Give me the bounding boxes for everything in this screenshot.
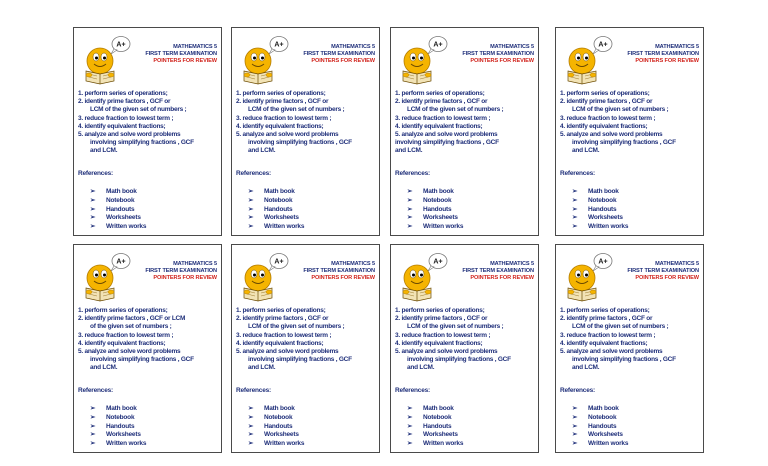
- exam-title: FIRST TERM EXAMINATION: [303, 51, 375, 58]
- objective-line: 4. identify equivalent fractions;: [78, 339, 166, 347]
- reference-item: [407, 197, 463, 206]
- arrow-bullet-icon: ➢: [572, 205, 578, 213]
- reference-item: [90, 206, 146, 215]
- objective-line: 5. analyze and solve word problems: [78, 131, 181, 139]
- objective-line: involving simplifying fractions , GCF: [407, 356, 511, 364]
- grade-badge: A+: [598, 41, 608, 49]
- objective-line: 5. analyze and solve word problems: [395, 348, 498, 356]
- arrow-bullet-icon: ➢: [572, 413, 578, 421]
- subject-title: MATHEMATICS 5: [490, 44, 534, 50]
- arrow-bullet-icon: ➢: [90, 413, 96, 421]
- reference-text: Handouts: [588, 422, 617, 430]
- references-label: References:: [78, 170, 114, 177]
- review-card-7: [390, 244, 539, 453]
- references-list: [572, 188, 628, 232]
- objective-line: and LCM.: [90, 147, 118, 155]
- pointers-title: POINTERS FOR REVIEW: [635, 275, 699, 282]
- arrow-bullet-icon: ➢: [407, 431, 413, 439]
- reference-item: [90, 214, 146, 223]
- reference-text: Math book: [423, 405, 454, 412]
- objective-line: 4. identify equivalent fractions;: [236, 339, 324, 347]
- objectives-list: [78, 90, 220, 156]
- objective-line: 1. perform series of operations;: [395, 90, 485, 97]
- pointers-title: POINTERS FOR REVIEW: [311, 275, 375, 282]
- student-emoji-icon: [81, 252, 131, 302]
- review-card-8: [555, 244, 704, 453]
- reference-item: [572, 197, 628, 206]
- exam-title: FIRST TERM EXAMINATION: [462, 51, 534, 58]
- reference-text: Math book: [588, 405, 619, 412]
- objective-line: 4. identify equivalent fractions;: [560, 122, 648, 130]
- reference-text: Notebook: [264, 413, 293, 421]
- arrow-bullet-icon: ➢: [90, 405, 96, 412]
- reference-item: [90, 440, 146, 449]
- arrow-bullet-icon: ➢: [90, 214, 96, 222]
- exam-title: FIRST TERM EXAMINATION: [627, 268, 699, 275]
- reference-item: [90, 423, 146, 432]
- arrow-bullet-icon: ➢: [572, 214, 578, 222]
- objective-line: involving simplifying fractions , GCF: [572, 356, 676, 364]
- reference-item: [407, 214, 463, 223]
- reference-text: Math book: [264, 188, 295, 195]
- reference-text: Worksheets: [106, 431, 141, 439]
- objective-line: of the given set of numbers ;: [90, 323, 172, 331]
- objective-line: 2. identify prime factors , GCF or: [560, 315, 653, 323]
- objectives-list: [395, 90, 537, 156]
- objective-line: 5. analyze and solve word problems: [78, 348, 181, 356]
- arrow-bullet-icon: ➢: [572, 431, 578, 439]
- arrow-bullet-icon: ➢: [407, 422, 413, 430]
- objective-line: 3. reduce fraction to lowest term ;: [78, 114, 174, 122]
- arrow-bullet-icon: ➢: [572, 223, 578, 231]
- objective-line: LCM of the given set of numbers ;: [572, 106, 669, 114]
- subject-title: MATHEMATICS 5: [331, 261, 375, 267]
- references-list: [248, 405, 304, 449]
- card-header: [627, 261, 699, 283]
- reference-text: Math book: [106, 405, 137, 412]
- subject-title: MATHEMATICS 5: [173, 44, 217, 50]
- arrow-bullet-icon: ➢: [90, 188, 96, 195]
- reference-item: [248, 214, 304, 223]
- objective-line: and LCM.: [395, 147, 423, 155]
- card-header: [462, 261, 534, 283]
- objective-line: 1. perform series of operations;: [236, 307, 326, 314]
- objectives-list: [560, 90, 702, 156]
- reference-item: [407, 431, 463, 440]
- student-emoji-icon: [563, 252, 613, 302]
- pointers-title: POINTERS FOR REVIEW: [635, 58, 699, 65]
- reference-text: Handouts: [588, 205, 617, 213]
- reference-item: [90, 188, 146, 197]
- reference-text: Written works: [588, 440, 629, 448]
- card-header: [145, 261, 217, 283]
- subject-title: MATHEMATICS 5: [655, 44, 699, 50]
- grade-badge: A+: [116, 41, 126, 49]
- grade-badge: A+: [116, 258, 126, 266]
- arrow-bullet-icon: ➢: [572, 196, 578, 204]
- arrow-bullet-icon: ➢: [572, 440, 578, 448]
- arrow-bullet-icon: ➢: [90, 431, 96, 439]
- exam-title: FIRST TERM EXAMINATION: [145, 51, 217, 58]
- reference-item: [572, 206, 628, 215]
- student-emoji-icon: [239, 252, 289, 302]
- pointers-title: POINTERS FOR REVIEW: [153, 58, 217, 65]
- reference-text: Notebook: [264, 196, 293, 204]
- arrow-bullet-icon: ➢: [407, 413, 413, 421]
- reference-item: [248, 414, 304, 423]
- objective-line: 5. analyze and solve word problems: [236, 348, 339, 356]
- arrow-bullet-icon: ➢: [90, 440, 96, 448]
- card-header: [627, 44, 699, 66]
- review-card-6: [231, 244, 380, 453]
- pointers-title: POINTERS FOR REVIEW: [311, 58, 375, 65]
- reference-text: Handouts: [264, 422, 293, 430]
- objectives-list: [395, 307, 537, 373]
- arrow-bullet-icon: ➢: [407, 205, 413, 213]
- reference-item: [248, 188, 304, 197]
- objective-line: and LCM.: [407, 364, 435, 372]
- reference-text: Handouts: [106, 205, 135, 213]
- reference-item: [90, 197, 146, 206]
- grade-badge: A+: [433, 258, 443, 266]
- objective-line: 4. identify equivalent fractions;: [395, 339, 483, 347]
- objective-line: LCM of the given set of numbers ;: [407, 106, 504, 114]
- reference-text: Written works: [106, 440, 147, 448]
- reference-text: Math book: [588, 188, 619, 195]
- objective-line: 3. reduce fraction to lowest term ;: [78, 331, 174, 339]
- arrow-bullet-icon: ➢: [407, 188, 413, 195]
- reference-item: [407, 206, 463, 215]
- references-list: [407, 405, 463, 449]
- exam-title: FIRST TERM EXAMINATION: [627, 51, 699, 58]
- objective-line: 1. perform series of operations;: [395, 307, 485, 314]
- grade-badge: A+: [274, 258, 284, 266]
- objective-line: 4. identify equivalent fractions;: [236, 122, 324, 130]
- arrow-bullet-icon: ➢: [248, 196, 254, 204]
- reference-item: [90, 431, 146, 440]
- reference-text: Worksheets: [423, 214, 458, 222]
- objective-line: 1. perform series of operations;: [78, 90, 168, 97]
- objective-line: 3. reduce fraction to lowest term ;: [395, 114, 491, 122]
- references-list: [90, 188, 146, 232]
- card-header: [303, 261, 375, 283]
- objective-line: 3. reduce fraction to lowest term ;: [560, 331, 656, 339]
- arrow-bullet-icon: ➢: [248, 431, 254, 439]
- references-label: References:: [395, 387, 431, 394]
- objective-line: involving simplifying fractions , GCF: [572, 139, 676, 147]
- reference-text: Written works: [264, 223, 305, 231]
- reference-text: Worksheets: [106, 214, 141, 222]
- arrow-bullet-icon: ➢: [407, 440, 413, 448]
- reference-text: Notebook: [423, 196, 452, 204]
- reference-text: Notebook: [106, 196, 135, 204]
- grade-badge: A+: [598, 258, 608, 266]
- objective-line: and LCM.: [248, 364, 276, 372]
- review-card-2: [231, 27, 380, 236]
- reference-item: [572, 214, 628, 223]
- references-list: [90, 405, 146, 449]
- arrow-bullet-icon: ➢: [248, 413, 254, 421]
- reference-text: Handouts: [106, 422, 135, 430]
- review-card-3: [390, 27, 539, 236]
- student-emoji-icon: [398, 35, 448, 85]
- reference-text: Worksheets: [423, 431, 458, 439]
- objective-line: 1. perform series of operations;: [78, 307, 168, 314]
- review-card-5: [73, 244, 222, 453]
- pointers-title: POINTERS FOR REVIEW: [470, 275, 534, 282]
- objective-line: 2. identify prime factors , GCF or: [560, 98, 653, 106]
- arrow-bullet-icon: ➢: [407, 214, 413, 222]
- objective-line: 3. reduce fraction to lowest term ;: [236, 114, 332, 122]
- reference-item: [90, 405, 146, 414]
- reference-item: [407, 405, 463, 414]
- reference-item: [407, 423, 463, 432]
- arrow-bullet-icon: ➢: [572, 188, 578, 195]
- student-emoji-icon: [563, 35, 613, 85]
- reference-item: [572, 188, 628, 197]
- objective-line: 5. analyze and solve word problems: [236, 131, 339, 139]
- reference-item: [248, 206, 304, 215]
- references-label: References:: [236, 170, 272, 177]
- exam-title: FIRST TERM EXAMINATION: [462, 268, 534, 275]
- reference-text: Math book: [423, 188, 454, 195]
- pointers-title: POINTERS FOR REVIEW: [153, 275, 217, 282]
- arrow-bullet-icon: ➢: [90, 196, 96, 204]
- objective-line: LCM of the given set of numbers ;: [248, 106, 345, 114]
- reference-item: [248, 423, 304, 432]
- objectives-list: [78, 307, 220, 373]
- student-emoji-icon: [398, 252, 448, 302]
- objective-line: 3. reduce fraction to lowest term ;: [560, 114, 656, 122]
- objective-line: LCM of the given set of numbers ;: [248, 323, 345, 331]
- objectives-list: [236, 307, 378, 373]
- objective-line: 2. identify prime factors , GCF or: [236, 98, 329, 106]
- reference-item: [248, 431, 304, 440]
- arrow-bullet-icon: ➢: [407, 223, 413, 231]
- arrow-bullet-icon: ➢: [248, 188, 254, 195]
- reference-item: [572, 223, 628, 232]
- reference-text: Written works: [106, 223, 147, 231]
- objective-line: 4. identify equivalent fractions;: [560, 339, 648, 347]
- reference-item: [407, 414, 463, 423]
- objective-line: involving simplifying fractions , GCF: [395, 139, 499, 147]
- arrow-bullet-icon: ➢: [90, 422, 96, 430]
- references-label: References:: [560, 387, 596, 394]
- arrow-bullet-icon: ➢: [90, 223, 96, 231]
- exam-title: FIRST TERM EXAMINATION: [145, 268, 217, 275]
- objective-line: and LCM.: [248, 147, 276, 155]
- reference-item: [248, 197, 304, 206]
- reference-text: Worksheets: [588, 214, 623, 222]
- arrow-bullet-icon: ➢: [407, 196, 413, 204]
- subject-title: MATHEMATICS 5: [173, 261, 217, 267]
- subject-title: MATHEMATICS 5: [655, 261, 699, 267]
- objective-line: and LCM.: [572, 147, 600, 155]
- references-label: References:: [236, 387, 272, 394]
- objective-line: 2. identify prime factors , GCF or: [78, 98, 171, 106]
- reference-item: [572, 431, 628, 440]
- arrow-bullet-icon: ➢: [248, 440, 254, 448]
- references-label: References:: [560, 170, 596, 177]
- objective-line: involving simplifying fractions , GCF: [90, 139, 194, 147]
- objective-line: LCM of the given set of numbers ;: [407, 323, 504, 331]
- reference-text: Notebook: [588, 196, 617, 204]
- card-header: [462, 44, 534, 66]
- objective-line: involving simplifying fractions , GCF: [248, 139, 352, 147]
- reference-text: Written works: [423, 223, 464, 231]
- objective-line: 3. reduce fraction to lowest term ;: [395, 331, 491, 339]
- objective-line: 1. perform series of operations;: [236, 90, 326, 97]
- arrow-bullet-icon: ➢: [248, 205, 254, 213]
- reference-text: Notebook: [106, 413, 135, 421]
- objectives-list: [560, 307, 702, 373]
- reference-text: Handouts: [423, 205, 452, 213]
- objective-line: 2. identify prime factors , GCF or LCM: [78, 315, 186, 323]
- reference-text: Worksheets: [588, 431, 623, 439]
- objective-line: LCM of the given set of numbers ;: [90, 106, 187, 114]
- objective-line: LCM of the given set of numbers ;: [572, 323, 669, 331]
- exam-title: FIRST TERM EXAMINATION: [303, 268, 375, 275]
- reference-item: [572, 423, 628, 432]
- subject-title: MATHEMATICS 5: [490, 261, 534, 267]
- references-label: References:: [395, 170, 431, 177]
- reference-item: [248, 405, 304, 414]
- reference-item: [572, 405, 628, 414]
- reference-item: [572, 414, 628, 423]
- reference-text: Written works: [588, 223, 629, 231]
- reference-item: [572, 440, 628, 449]
- objective-line: 4. identify equivalent fractions;: [395, 122, 483, 130]
- reference-item: [248, 223, 304, 232]
- reference-text: Written works: [264, 440, 305, 448]
- objective-line: 1. perform series of operations;: [560, 90, 650, 97]
- references-label: References:: [78, 387, 114, 394]
- objective-line: 1. perform series of operations;: [560, 307, 650, 314]
- reference-text: Handouts: [264, 205, 293, 213]
- objective-line: involving simplifying fractions , GCF: [248, 356, 352, 364]
- arrow-bullet-icon: ➢: [90, 205, 96, 213]
- arrow-bullet-icon: ➢: [248, 422, 254, 430]
- objective-line: 5. analyze and solve word problems: [560, 131, 663, 139]
- objective-line: 2. identify prime factors , GCF or: [236, 315, 329, 323]
- arrow-bullet-icon: ➢: [572, 422, 578, 430]
- objective-line: 3. reduce fraction to lowest term ;: [236, 331, 332, 339]
- objective-line: and LCM.: [572, 364, 600, 372]
- reference-item: [90, 414, 146, 423]
- reference-text: Handouts: [423, 422, 452, 430]
- objective-line: involving simplifying fractions , GCF: [90, 356, 194, 364]
- objective-line: and LCM.: [90, 364, 118, 372]
- grade-badge: A+: [433, 41, 443, 49]
- reference-text: Notebook: [423, 413, 452, 421]
- student-emoji-icon: [81, 35, 131, 85]
- reference-item: [248, 440, 304, 449]
- reference-text: Notebook: [588, 413, 617, 421]
- reference-text: Written works: [423, 440, 464, 448]
- arrow-bullet-icon: ➢: [248, 405, 254, 412]
- objectives-list: [236, 90, 378, 156]
- card-header: [145, 44, 217, 66]
- references-list: [248, 188, 304, 232]
- objective-line: 2. identify prime factors , GCF or: [395, 315, 488, 323]
- review-card-1: [73, 27, 222, 236]
- reference-text: Math book: [264, 405, 295, 412]
- objective-line: 5. analyze and solve word problems: [395, 131, 498, 139]
- pointers-title: POINTERS FOR REVIEW: [470, 58, 534, 65]
- subject-title: MATHEMATICS 5: [331, 44, 375, 50]
- references-list: [407, 188, 463, 232]
- objective-line: 5. analyze and solve word problems: [560, 348, 663, 356]
- arrow-bullet-icon: ➢: [248, 223, 254, 231]
- references-list: [572, 405, 628, 449]
- reference-item: [407, 188, 463, 197]
- student-emoji-icon: [239, 35, 289, 85]
- review-card-4: [555, 27, 704, 236]
- arrow-bullet-icon: ➢: [248, 214, 254, 222]
- reference-text: Math book: [106, 188, 137, 195]
- arrow-bullet-icon: ➢: [407, 405, 413, 412]
- objective-line: 4. identify equivalent fractions;: [78, 122, 166, 130]
- reference-item: [90, 223, 146, 232]
- card-header: [303, 44, 375, 66]
- reference-text: Worksheets: [264, 214, 299, 222]
- arrow-bullet-icon: ➢: [572, 405, 578, 412]
- reference-item: [407, 223, 463, 232]
- reference-item: [407, 440, 463, 449]
- objective-line: 2. identify prime factors , GCF or: [395, 98, 488, 106]
- reference-text: Worksheets: [264, 431, 299, 439]
- grade-badge: A+: [274, 41, 284, 49]
